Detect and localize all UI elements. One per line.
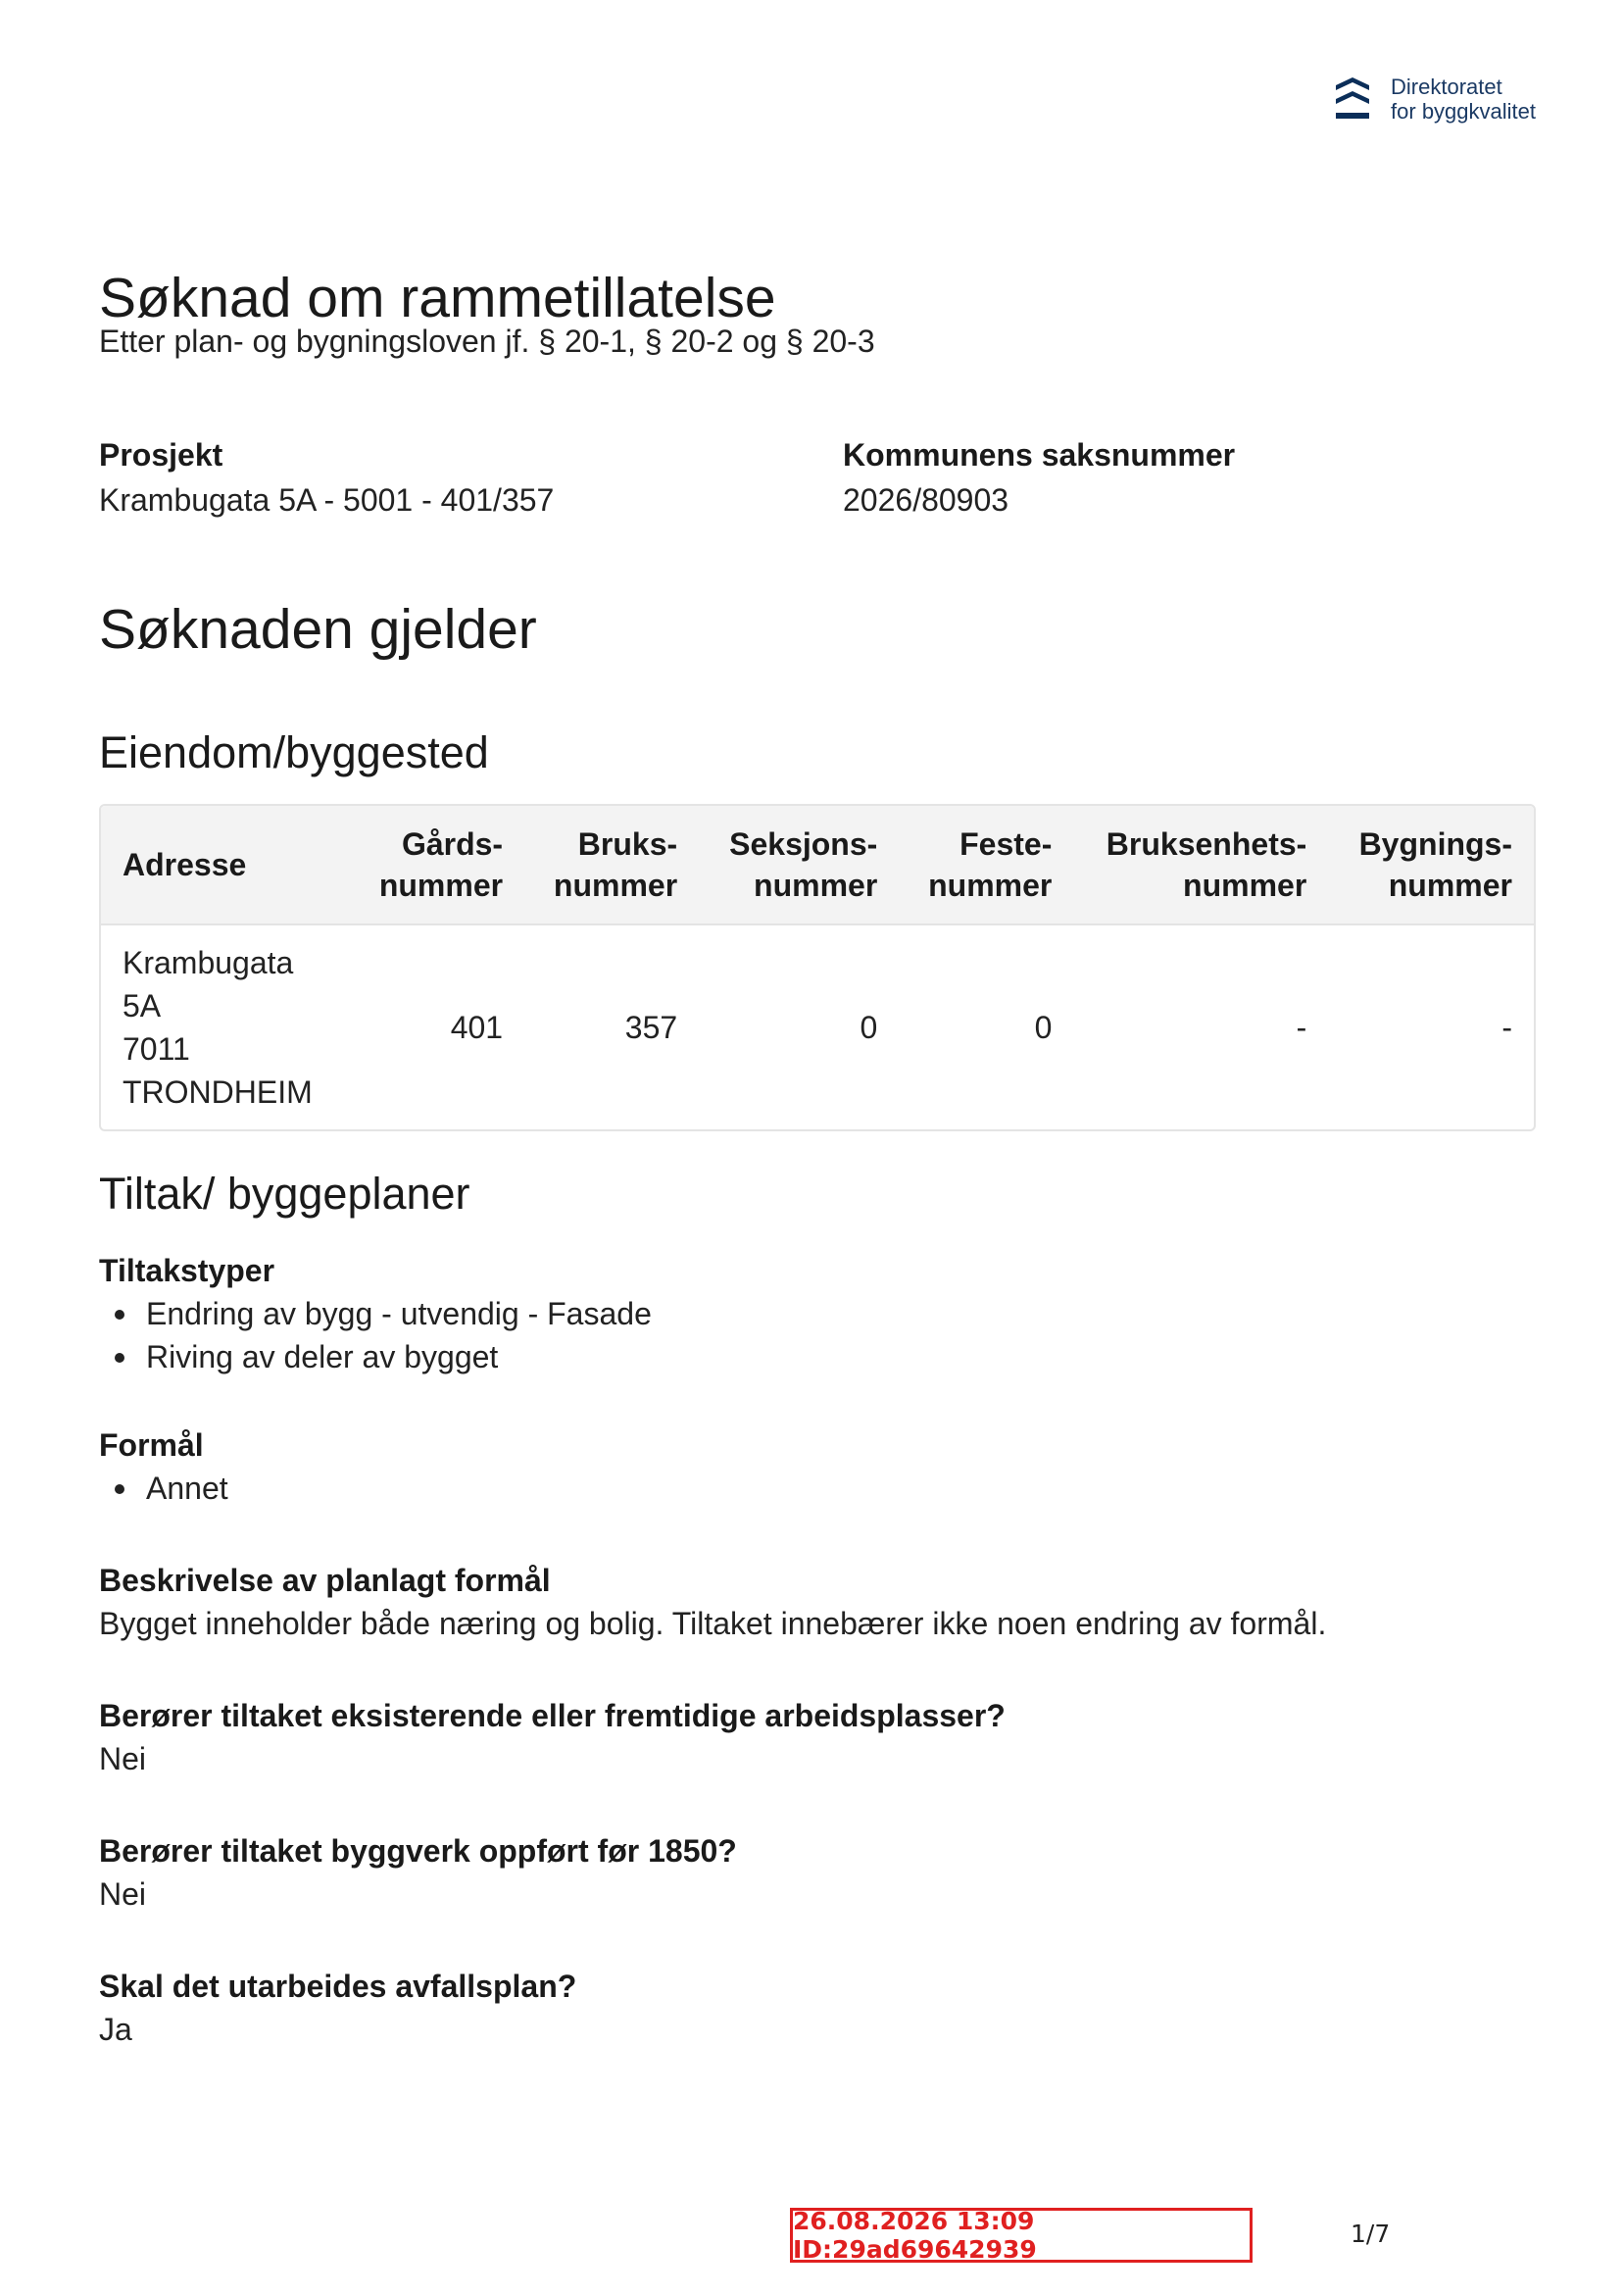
document-page — [99, 0, 1536, 2296]
logo-text-line1: Direktoratet — [1391, 75, 1502, 99]
logo-text-line2: for byggkvalitet — [1391, 99, 1536, 124]
column-header-bruksenhetsnummer: Bruksenhets- nummer — [1073, 806, 1328, 925]
cell-bruksenhetsnummer: - — [1296, 1010, 1307, 1045]
waste-plan-value: Ja — [99, 2012, 132, 2047]
description-value: Bygget inneholder både næring og bolig. Tiltaket innebærer ikke noen endring av formål. — [99, 1606, 1327, 1641]
workplaces-label: Berører tiltaket eksisterende eller fremtidige arbeidsplasser? — [99, 1698, 1006, 1733]
description-field — [99, 1559, 1326, 1645]
tiltakstyper-field — [99, 1249, 652, 1378]
formal-list — [99, 1467, 228, 1510]
cell-seksjonsnummer: 0 — [860, 1010, 878, 1045]
cell-festenummer: 0 — [1034, 1010, 1053, 1045]
column-header-bygningsnummer: Bygnings- nummer — [1328, 806, 1534, 925]
description-label: Beskrivelse av planlagt formål — [99, 1563, 551, 1598]
tiltak-heading: Tiltak/ byggeplaner — [99, 1169, 470, 1219]
list-item: Endring av bygg - utvendig - Fasade — [146, 1292, 652, 1335]
pre1850-label: Berører tiltaket byggverk oppført før 1850? — [99, 1833, 737, 1869]
column-header-adresse: Adresse — [101, 806, 350, 925]
column-header-gardsnummer: Gårds- nummer — [350, 806, 524, 925]
tiltakstyper-list — [99, 1292, 652, 1378]
logo-text — [1391, 75, 1536, 124]
dibk-logo — [1334, 75, 1536, 124]
workplaces-value: Nei — [99, 1741, 147, 1776]
cell-gardsnummer: 401 — [450, 1010, 504, 1045]
table-header-row — [101, 806, 1534, 925]
project-info — [99, 435, 554, 520]
section-heading-applies: Søknaden gjelder — [99, 598, 537, 661]
column-header-festenummer: Feste- nummer — [899, 806, 1073, 925]
property-heading: Eiendom/byggested — [99, 727, 489, 777]
list-item: Riving av deler av bygget — [146, 1335, 652, 1378]
formal-label: Formål — [99, 1427, 204, 1463]
table-row — [101, 925, 1534, 1129]
dibk-logo-icon — [1334, 75, 1371, 123]
pre1850-field — [99, 1829, 737, 1916]
document-title: Søknad om rammetillatelse — [99, 267, 776, 329]
document-subtitle: Etter plan- og bygningsloven jf. § 20-1, § 20-2 og § 20-3 — [99, 324, 875, 359]
property-table — [99, 804, 1536, 1131]
timestamp-id-stamp: 26.08.2026 13:09 ID:29ad69642939 — [790, 2208, 1253, 2263]
tiltakstyper-label: Tiltakstyper — [99, 1253, 275, 1288]
cell-bruksnummer: 357 — [624, 1010, 678, 1045]
formal-field — [99, 1423, 228, 1510]
project-value: Krambugata 5A - 5001 - 401/357 — [99, 482, 555, 518]
workplaces-field — [99, 1694, 1006, 1780]
case-number-value: 2026/80903 — [843, 482, 1009, 518]
pre1850-value: Nei — [99, 1876, 147, 1912]
waste-plan-field — [99, 1965, 576, 2051]
waste-plan-label: Skal det utarbeides avfallsplan? — [99, 1969, 577, 2004]
case-number-info — [843, 435, 1235, 520]
cell-address: Krambugata 5A 7011 TRONDHEIM — [123, 945, 313, 1110]
project-label: Prosjekt — [99, 437, 223, 473]
cell-bygningsnummer: - — [1501, 1010, 1512, 1045]
case-number-label: Kommunens saksnummer — [843, 437, 1236, 473]
page-number: 1/7 — [1351, 2220, 1391, 2248]
list-item: Annet — [146, 1467, 228, 1510]
column-header-bruksnummer: Bruks- nummer — [524, 806, 699, 925]
column-header-seksjonsnummer: Seksjons- nummer — [699, 806, 899, 925]
